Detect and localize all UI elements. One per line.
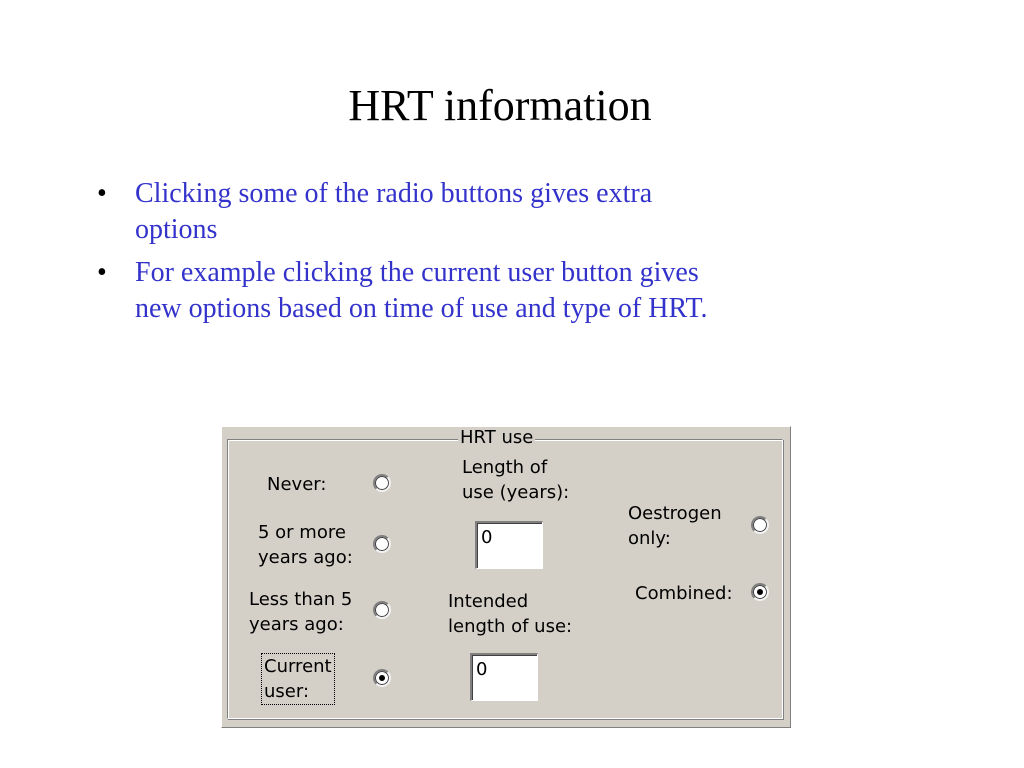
current-user-radio[interactable] (373, 669, 391, 687)
bullet-item (97, 176, 857, 248)
never-label: Never: (267, 474, 327, 495)
bullet-text-line: options (135, 214, 218, 245)
intended-length-of-use-input[interactable]: 0 (470, 653, 538, 701)
less-than-five-years-ago-label: Less than 5 years ago: (249, 589, 353, 635)
length-of-use-input[interactable]: 0 (475, 521, 543, 569)
bullet-text-line: For example clicking the current user button gives (135, 257, 699, 288)
combined-label: Combined: (635, 583, 733, 604)
bullet-dot-icon: • (97, 257, 107, 288)
length-of-use-label: Length of use (years): (462, 457, 570, 503)
bullet-text-line: new options based on time of use and type of HRT. (135, 293, 708, 324)
less-than-five-years-ago-radio[interactable] (373, 601, 391, 619)
intended-length-of-use-label: Intended length of use: (448, 591, 573, 637)
bullet-dot-icon: • (97, 178, 107, 209)
current-user-label: Current user: (264, 656, 332, 702)
hrt-dialog-screenshot (221, 426, 791, 728)
combined-radio[interactable] (751, 583, 769, 601)
bullet-text-line: Clicking some of the radio buttons gives extra (135, 178, 653, 209)
hrt-use-group-title: HRT use (460, 427, 534, 448)
oestrogen-only-radio[interactable] (751, 516, 769, 534)
slide-title: HRT information (348, 81, 652, 130)
bullet-list (97, 176, 857, 334)
five-or-more-years-ago-label: 5 or more years ago: (258, 522, 353, 568)
oestrogen-only-label: Oestrogen only: (628, 503, 722, 549)
five-or-more-years-ago-radio[interactable] (373, 535, 391, 553)
bullet-item (97, 255, 857, 327)
never-radio[interactable] (373, 474, 391, 492)
